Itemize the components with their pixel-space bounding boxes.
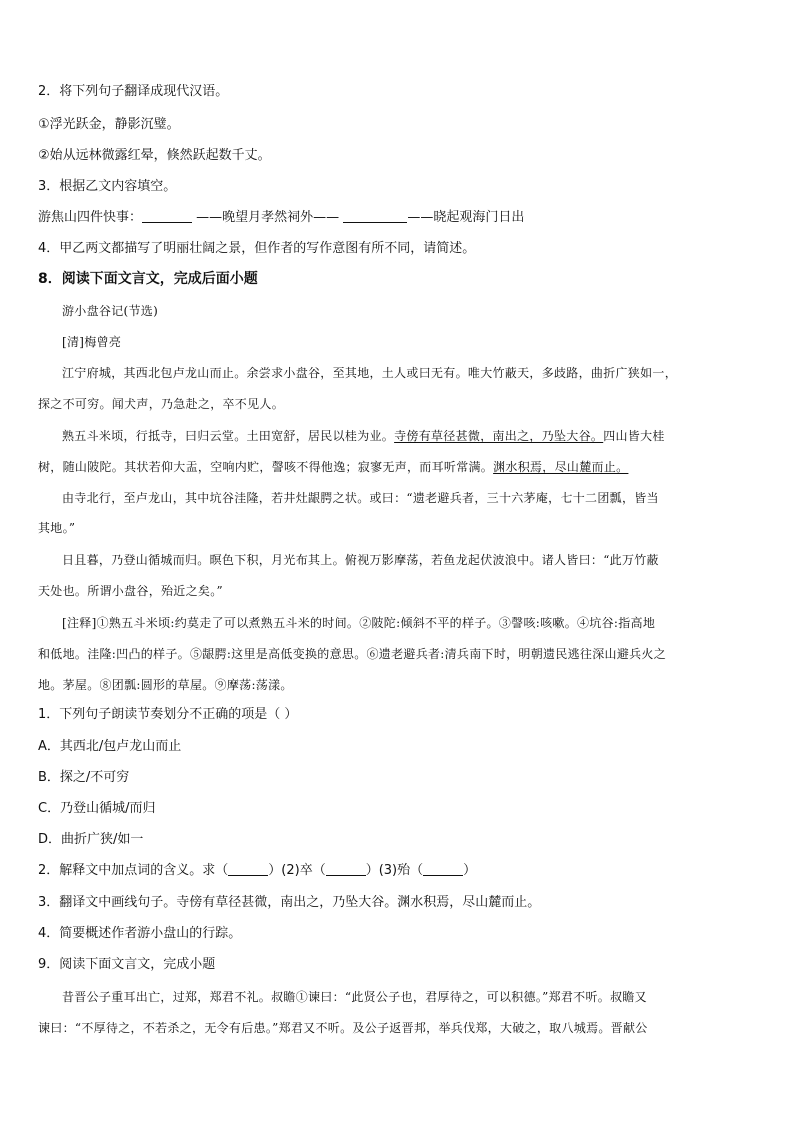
word-blank-1[interactable] [228,863,268,876]
question-3-translate: 3．翻译文中画线句子。寺傍有草径甚微，南出之，乃坠大谷。渊水积焉，尽山麓而止。 [38,895,541,910]
underlined-sentence-1: 寺傍有草径甚微，南出之，乃坠大谷。 [394,429,604,443]
translate-sentence-1: ①浮光跃金，静影沉璧。 [38,117,180,132]
question-2-words [38,862,756,880]
p2-text-b: 四山皆大桂 [603,429,665,443]
notes-line3: 地。茅屋。⑧团瓢:圆形的草屋。⑨摩荡:荡漾。 [38,678,293,692]
fill-end: ——晓起观海门日出 [407,210,525,225]
passage-p2-line2 [38,458,756,476]
option-d[interactable]: D．曲折广狭/如一 [38,832,144,847]
answer-blank-2[interactable] [343,210,407,223]
question-4-intent: 4．甲乙两文都描写了明丽壮阔之景，但作者的写作意图有所不同，请简述。 [38,241,476,256]
underlined-sentence-2: 渊水积焉，尽山麓而止。 [493,460,629,474]
option-b[interactable]: B．探之/不可穷 [38,770,130,785]
q2-mid2: ）(3)殆（ [365,863,424,878]
question-1-rhythm: 1．下列句子朗读节奏划分不正确的项是（ ） [38,707,298,722]
section-9-heading: 9．阅读下面文言文，完成小题 [38,957,216,972]
passage-title: 游小盘谷记(节选) [62,304,159,318]
passage-author: [清]梅曾亮 [62,335,122,349]
word-blank-2[interactable] [326,863,366,876]
p2-text-c: 树，随山陂陀。其状若仰大盂，空响内贮，謦咳不得他逸；寂寥无声，而耳听常满。 [38,460,494,474]
q2-end: ） [463,863,477,878]
q2-mid1: ）(2)卒（ [268,863,326,878]
fill-prefix: 游焦山四件快事： [38,210,143,225]
passage-p3-line1: 由寺北行，至卢龙山，其中坑谷洼隆，若井灶龈腭之状。或曰：“遗老避兵者，三十六茅庵，七十二团瓢，皆当 [62,491,659,505]
passage-p1-line2: 探之不可穷。闻犬声，乃急赴之，卒不见人。 [38,397,285,411]
answer-blank-1[interactable] [142,210,192,223]
notes-line2: 和低地。洼隆:凹凸的样子。⑤龈腭:这里是高低变换的意思。⑥遗老避兵者:清兵南下时，明朝遗民逃往深山避兵火之 [38,647,667,661]
passage-p3-line2: 其地。” [38,521,76,535]
section-8-heading: 8．阅读下面文言文，完成后面小题 [38,271,258,287]
question-2-translate: 2．将下列句子翻译成现代汉语。 [38,84,229,99]
passage-p4-line1: 日且暮，乃登山循城而归。暝色下积，月光布其上。俯视万影摩荡，若鱼龙起伏波浪中。诸人皆曰：“此万竹蔽 [62,553,659,567]
translate-sentence-2: ②始从远林微露红晕，倏然跃起数千丈。 [38,148,271,163]
p2-text-a: 熟五斗米顷，行抵寺，曰归云堂。土田宽舒，居民以桂为业。 [62,429,395,443]
question-3-fill: 3．根据乙文内容填空。 [38,179,177,194]
section-9-p1-line1: 昔晋公子重耳出亡，过郑，郑君不礼。叔瞻①谏曰：“此贤公子也，君厚待之，可以积德。”郑君不听。叔瞻又 [62,990,647,1004]
fill-blank-line [38,209,756,227]
option-c[interactable]: C．乃登山循城/而归 [38,801,156,816]
notes-line1: [注释]①熟五斗米顷:约莫走了可以煮熟五斗米的时间。②陂陀:倾斜不平的样子。③謦咳:咳嗽。④坑谷:指高地 [62,616,656,630]
question-4-route: 4．简要概述作者游小盘山的行踪。 [38,926,242,941]
passage-p4-line2: 天处也。所谓小盘谷，殆近之矣。” [38,584,223,598]
word-blank-3[interactable] [423,863,463,876]
fill-mid: ——晚望月孝然祠外—— [196,210,340,225]
passage-p1-line1: 江宁府城，其西北包卢龙山而止。余尝求小盘谷，至其地，土人或曰无有。唯大竹蔽天，多歧路，曲折广狭如一， [62,366,678,380]
option-a[interactable]: A．其西北/包卢龙山而止 [38,739,182,754]
section-9-p1-line2: 谏曰：“不厚待之，不若杀之，无令有后患。”郑君又不听。及公子返晋邦，举兵伐郑，大破之，取八城焉。晋献公 [38,1021,648,1035]
q2-prefix: 2．解释文中加点词的含义。求（ [38,863,229,878]
passage-p2-line1 [62,427,756,445]
